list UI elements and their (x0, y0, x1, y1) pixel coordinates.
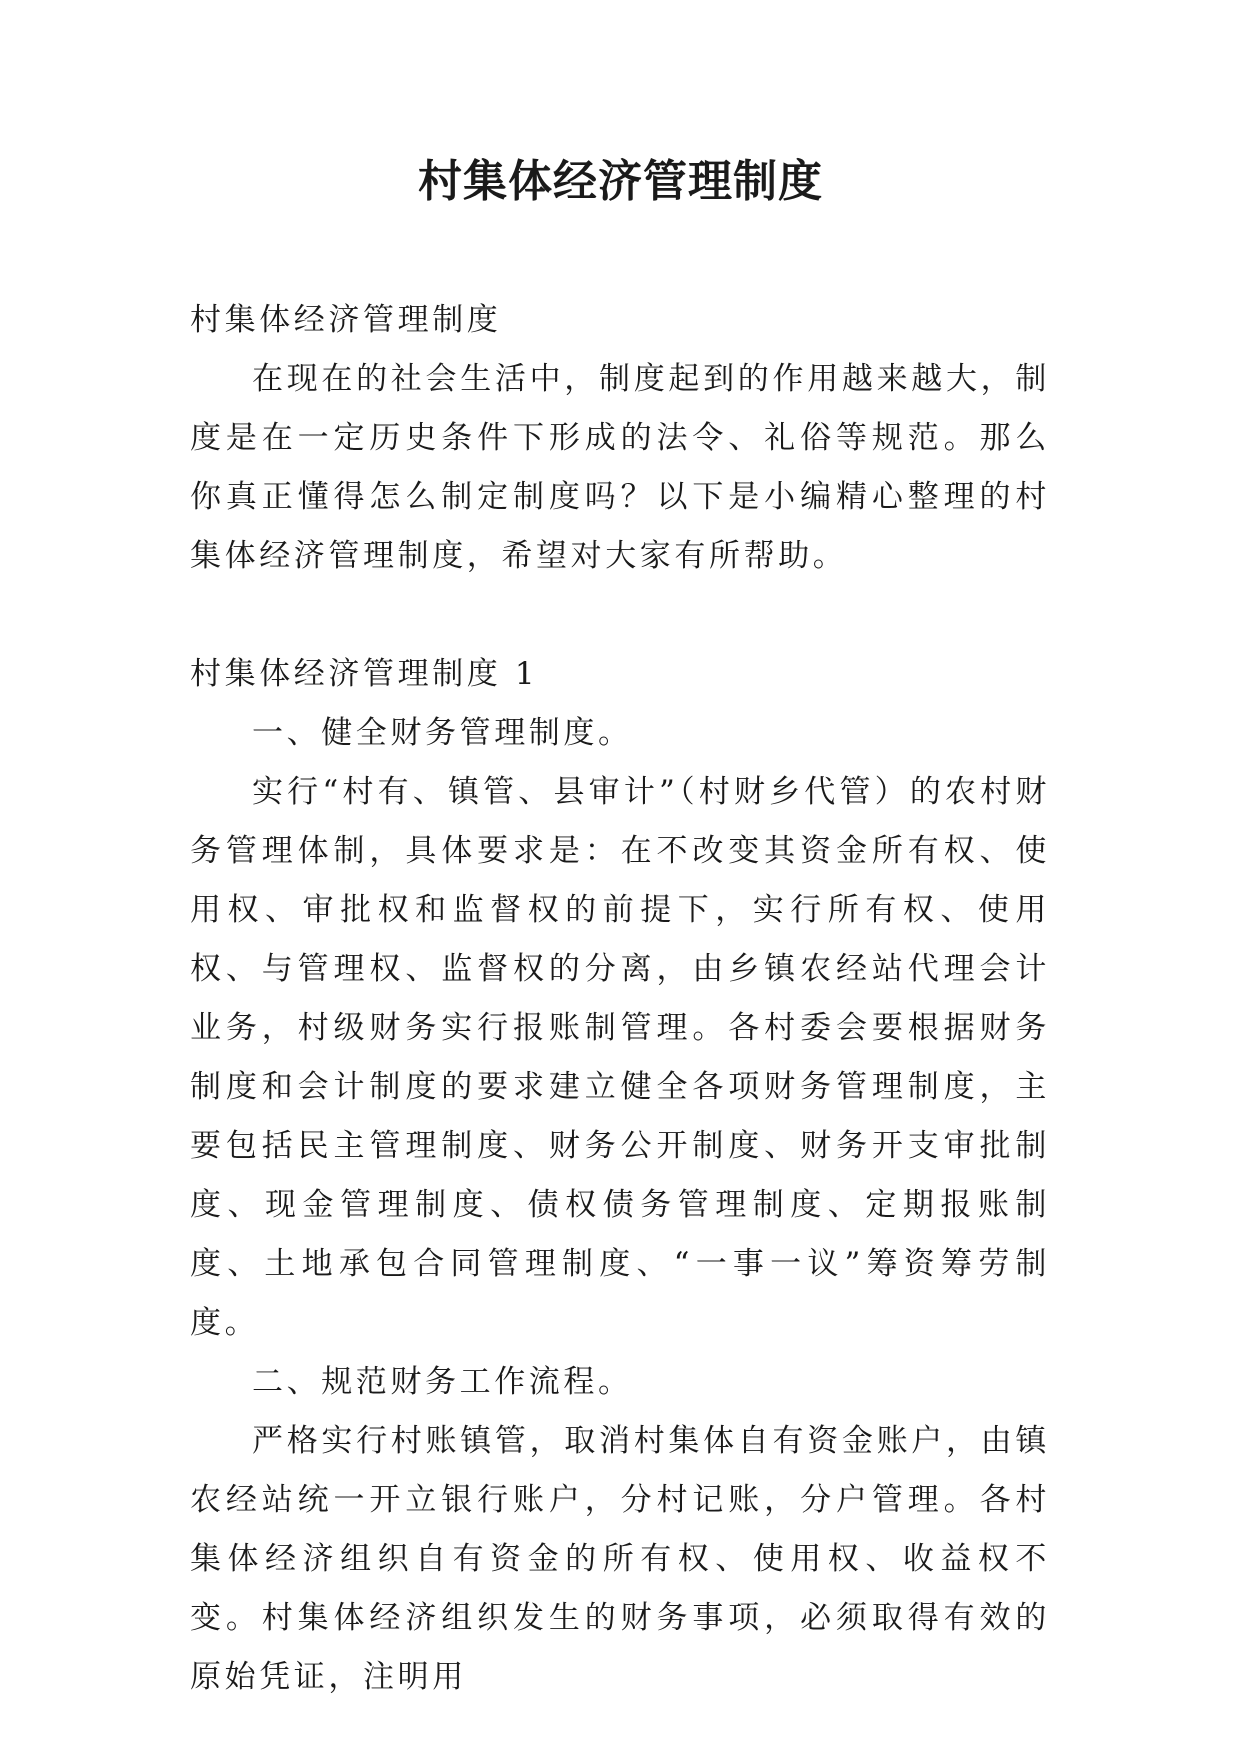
document-body (190, 291, 1050, 1707)
section-heading-1: 村集体经济管理制度 1 (190, 656, 539, 692)
subheading-finance-system: 一、健全财务管理制度。 (252, 715, 633, 751)
section-heading-intro: 村集体经济管理制度 (190, 302, 502, 338)
subheading-workflow: 二、规范财务工作流程。 (252, 1364, 633, 1400)
document-title: 村集体经济管理制度 (418, 156, 823, 207)
paragraph-spacer (190, 586, 1050, 645)
intro-paragraph: 在现在的社会生活中，制度起到的作用越来越大，制度是在一定历史条件下形成的法令、礼俗等规范。那么你真正懂得怎么制定制度吗？以下是小编精心整理的村集体经济管理制度，希望对大家有所帮助。 (190, 361, 1050, 574)
paragraph-finance-system: 实行“村有、镇管、县审计”（村财乡代管）的农村财务管理体制，具体要求是：在不改变其资金所有权、使用权、审批权和监督权的前提下，实行所有权、使用权、与管理权、监督权的分离，由乡镇农经站代理会计业务，村级财务实行报账制管理。各村委会要根据财务制度和会计制度的要求建立健全各项财务管理制度，主要包括民主管理制度、财务公开制度、财务开支审批制度、现金管理制度、债权债务管理制度、定期报账制度、土地承包合同管理制度、“一事一议”筹资筹劳制度。 (190, 774, 1050, 1341)
paragraph-workflow: 严格实行村账镇管，取消村集体自有资金账户，由镇农经站统一开立银行账户，分村记账，分户管理。各村集体经济组织自有资金的所有权、使用权、收益权不变。村集体经济组织发生的财务事项，必须取得有效的原始凭证，注明用 (190, 1423, 1050, 1695)
